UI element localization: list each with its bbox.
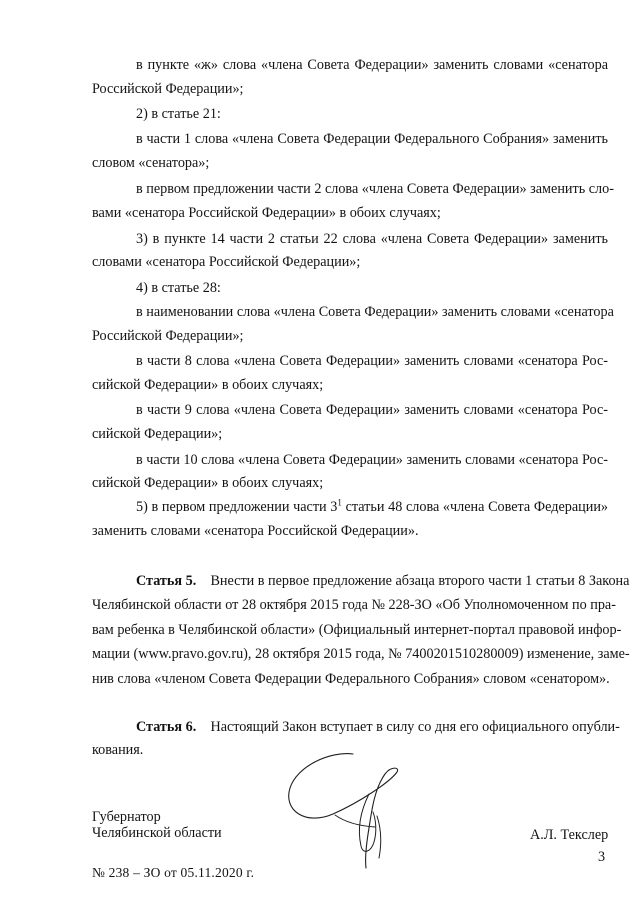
list-item-line — [136, 498, 608, 516]
law-number-date: № 238 – ЗО от 05.11.2020 г. — [92, 865, 255, 880]
paragraph-line: Российской Федерации»; — [92, 328, 244, 344]
article-5-label: Статья 5. — [136, 573, 197, 589]
paragraph-line: Российской Федерации»; — [92, 81, 244, 97]
paragraph-line: в пункте «ж» слова «члена Совета Федерации» заменить словами «сенатора — [136, 57, 608, 73]
paragraph-line: вами «сенатора Российской Федерации» в обоих случаях; — [92, 205, 441, 221]
page-number: 3 — [598, 849, 606, 865]
paragraph-line: мации (www.pravo.gov.ru), 28 октября 2015 года, № 7400201510280009) изменение, заме- — [92, 646, 630, 662]
list-item-line: 3) в пункте 14 части 2 статьи 22 слова «члена Совета Федерации» заменить — [136, 231, 608, 247]
paragraph-line: в наименовании слова «члена Совета Федерации» заменить словами «сенатора — [136, 304, 614, 320]
paragraph-line: Челябинской области от 28 октября 2015 года № 228-ЗО «Об Уполномоченном по пра- — [92, 597, 616, 613]
signatory-region: Челябинской области — [92, 825, 222, 841]
paragraph-line: сийской Федерации»; — [92, 426, 223, 442]
article-6-label: Статья 6. — [136, 719, 197, 735]
paragraph-line: словом «сенатора»; — [92, 155, 210, 171]
article-5-first-line — [136, 572, 630, 590]
paragraph-line: сийской Федерации» в обоих случаях; — [92, 377, 324, 393]
superscript: 1 — [337, 497, 342, 508]
text-fragment: статьи 48 слова «члена Совета Федерации» — [341, 499, 608, 515]
list-item-heading: 4) в статье 28: — [136, 280, 221, 296]
paragraph-line: в части 9 слова «члена Совета Федерации» заменить словами «сенатора Рос- — [136, 402, 608, 418]
paragraph-line: в первом предложении части 2 слова «члена Совета Федерации» заменить сло- — [136, 181, 614, 197]
list-item-heading: 2) в статье 21: — [136, 106, 221, 122]
paragraph-line: сийской Федерации» в обоих случаях; — [92, 475, 324, 491]
text-fragment: Внести в первое предложение абзаца второго части 1 статьи 8 Закона — [210, 573, 630, 589]
paragraph-line: словами «сенатора Российской Федерации»; — [92, 254, 361, 270]
text-fragment: Настоящий Закон вступает в силу со дня его официального опубли- — [210, 719, 620, 735]
paragraph-line: нив слова «членом Совета Федерации Федерального Собрания» словом «сенатором». — [92, 671, 610, 687]
paragraph-line: в части 8 слова «члена Совета Федерации» заменить словами «сенатора Рос- — [136, 353, 608, 369]
signatory-position: Губернатор — [92, 809, 161, 825]
signatory-name: А.Л. Текслер — [530, 827, 609, 843]
paragraph-line: кования. — [92, 742, 144, 758]
article-6-first-line — [136, 718, 620, 736]
text-fragment: 5) в первом предложении части 3 — [136, 499, 338, 515]
paragraph-line: вам ребенка в Челябинской области» (Официальный интернет-портал правовой инфор- — [92, 622, 622, 638]
paragraph-line: в части 10 слова «члена Совета Федерации» заменить словами «сенатора Рос- — [136, 452, 608, 468]
paragraph-line: в части 1 слова «члена Совета Федерации Федерального Собрания» заменить — [136, 131, 608, 147]
paragraph-line: заменить словами «сенатора Российской Федерации». — [92, 523, 419, 539]
handwritten-signature — [275, 748, 405, 873]
